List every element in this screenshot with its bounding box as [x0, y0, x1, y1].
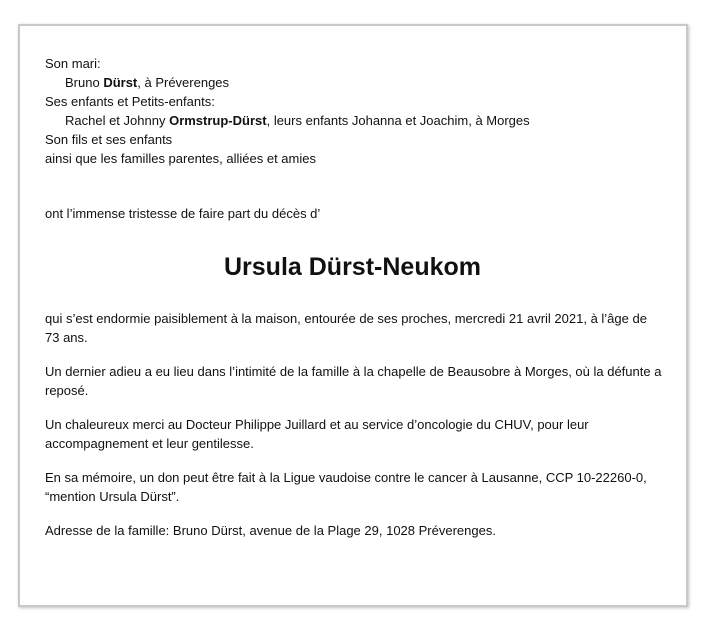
husband-place: , à Préverenges [137, 75, 230, 90]
obituary-notice-frame [18, 24, 688, 607]
children-first-names: Rachel et Johnny [65, 113, 170, 128]
deceased-name: Ursula Dürst-Neukom [224, 253, 481, 281]
obituary-content [45, 54, 665, 555]
donation-paragraph: En sa mémoire, un don peut être fait à la Ligue vaudoise contre le cancer à Lausanne, CCP 10-22260-0, “mention Ursula Dürst”. [45, 470, 647, 504]
children-surname: Ormstrup-Dürst [169, 113, 267, 128]
farewell-paragraph: Un dernier adieu a eu lieu dans l’intimité de la famille à la chapelle de Beausobre à Morges, où la défunte a reposé. [45, 364, 662, 398]
husband-surname: Dürst [103, 75, 138, 90]
husband-heading: Son mari: [45, 56, 101, 71]
husband-first-name: Bruno [65, 75, 104, 90]
thanks-paragraph: Un chaleureux merci au Docteur Philippe Juillard et au service d’oncologie du CHUV, pour leur accompagnement et leur gentilesse. [45, 417, 589, 451]
announcement-text: ont l’immense tristesse de faire part du décès d’ [45, 206, 321, 221]
death-paragraph: qui s’est endormie paisiblement à la maison, entourée de ses proches, mercredi 21 avril 2021, à l’âge de 73 ans. [45, 311, 647, 345]
children-rest: , leurs enfants Johanna et Joachim, à Morges [266, 113, 530, 128]
address-paragraph: Adresse de la famille: Bruno Dürst, avenue de la Plage 29, 1028 Préverenges. [45, 523, 496, 538]
son-line: Son fils et ses enfants [45, 132, 173, 147]
families-line: ainsi que les familles parentes, alliées et amies [45, 151, 316, 166]
children-heading: Ses enfants et Petits-enfants: [45, 94, 215, 109]
children-line [45, 111, 665, 130]
husband-line [45, 73, 665, 92]
